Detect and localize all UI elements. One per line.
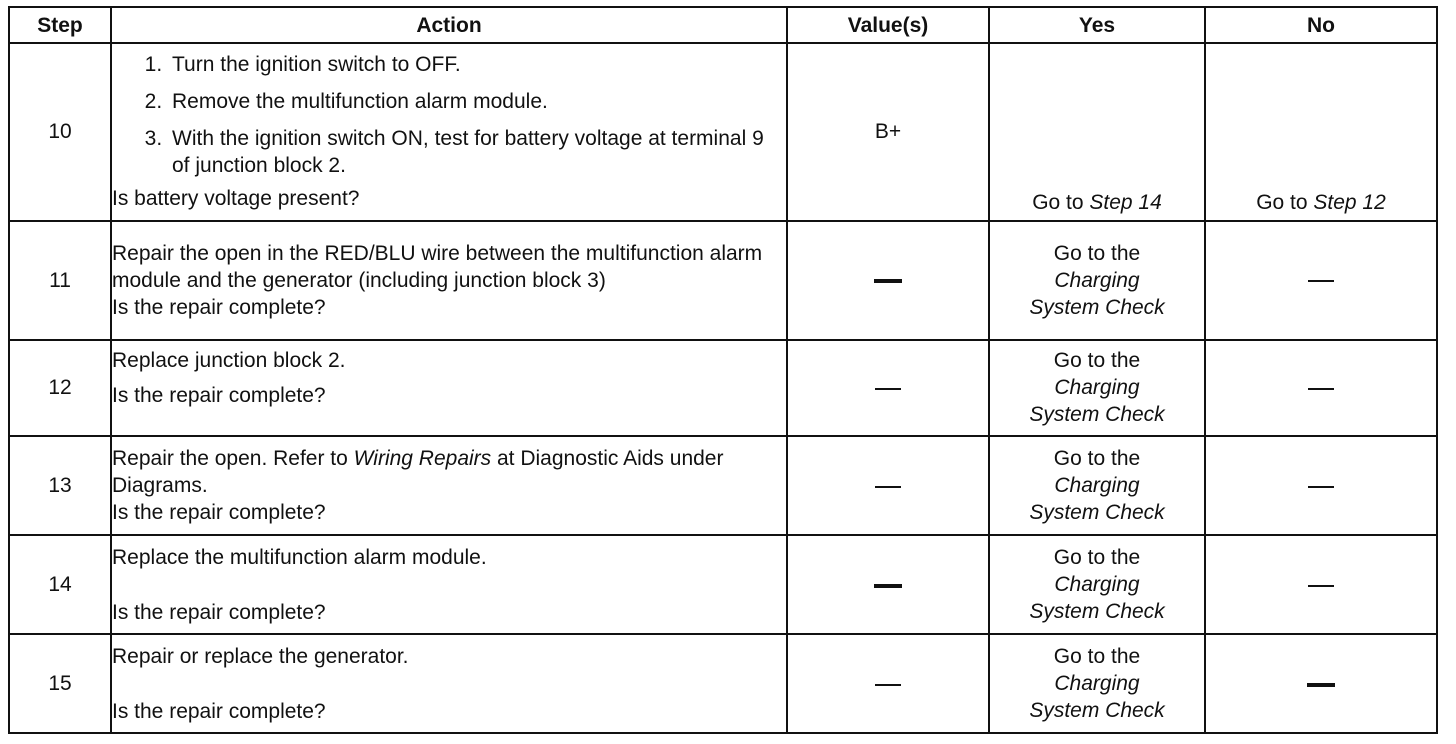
no-cell — [1205, 43, 1437, 221]
system-check-link[interactable]: System Check — [1029, 501, 1165, 525]
yes-line: Go to the — [1053, 349, 1141, 373]
action-cell — [111, 221, 787, 340]
header-action: Action — [111, 7, 787, 43]
yes-line: Go to the — [1053, 546, 1141, 570]
table-row — [9, 436, 1437, 535]
action-text-post: at Diagnostic Aids under Diagrams. — [112, 447, 724, 498]
wiring-repairs-link[interactable]: Wiring Repairs — [353, 447, 492, 471]
table-row — [9, 43, 1437, 221]
spacer — [112, 409, 786, 429]
step-number: 15 — [9, 634, 111, 733]
dash-mark — [874, 279, 902, 283]
yes-prefix: Go to — [1032, 190, 1090, 214]
yes-cell — [989, 340, 1205, 437]
no-step-link[interactable]: Step 12 — [1313, 190, 1386, 214]
action-text: Replace the multifunction alarm module. — [112, 545, 487, 569]
value-cell — [787, 221, 989, 340]
step-number: 11 — [9, 221, 111, 340]
dash-mark — [1308, 585, 1334, 587]
action-question: Is battery voltage present? — [112, 187, 360, 211]
charging-link[interactable]: Charging — [1054, 268, 1140, 292]
dash-mark — [875, 684, 901, 686]
no-cell — [1205, 340, 1437, 437]
yes-step-link[interactable]: Step 14 — [1089, 190, 1162, 214]
system-check-link[interactable]: System Check — [1029, 403, 1165, 427]
dash-mark — [1308, 486, 1334, 488]
yes-cell — [989, 535, 1205, 634]
spacer — [112, 571, 786, 599]
table-row — [9, 634, 1437, 733]
yes-line: Go to the — [1053, 447, 1141, 471]
action-text: Repair or replace the generator. — [112, 644, 409, 668]
action-step: 2. Remove the multifunction alarm module. — [168, 88, 786, 115]
yes-line: Go to the — [1053, 645, 1141, 669]
action-cell — [111, 634, 787, 733]
system-check-link[interactable]: System Check — [1029, 699, 1165, 723]
action-question: Is the repair complete? — [112, 600, 326, 624]
action-question: Is the repair complete? — [112, 501, 326, 525]
no-prefix: Go to — [1256, 190, 1314, 214]
value-cell — [787, 535, 989, 634]
system-check-link[interactable]: System Check — [1029, 600, 1165, 624]
step-number: 14 — [9, 535, 111, 634]
charging-link[interactable]: Charging — [1054, 672, 1140, 696]
value-cell: B+ — [787, 43, 989, 221]
step-number: 10 — [9, 43, 111, 221]
no-cell — [1205, 436, 1437, 535]
action-step: 1. Turn the ignition switch to OFF. — [168, 51, 786, 78]
action-cell — [111, 535, 787, 634]
action-steps — [112, 51, 786, 179]
action-text-pre: Repair the open. Refer to — [112, 447, 354, 471]
dash-mark — [875, 486, 901, 488]
table-row — [9, 535, 1437, 634]
dash-mark — [875, 388, 901, 390]
action-question: Is the repair complete? — [112, 383, 326, 407]
header-step: Step — [9, 7, 111, 43]
header-yes: Yes — [989, 7, 1205, 43]
action-cell — [111, 340, 787, 437]
charging-link[interactable]: Charging — [1054, 474, 1140, 498]
action-cell — [111, 43, 787, 221]
action-text: Repair the open in the RED/BLU wire between the multifunction alarm module and the generator (including junction block 3) — [112, 241, 763, 292]
action-step: 3. With the ignition switch ON, test for battery voltage at terminal 9 of junction block 2. — [168, 125, 786, 179]
yes-cell — [989, 221, 1205, 340]
table-row — [9, 221, 1437, 340]
no-cell — [1205, 535, 1437, 634]
step-number: 13 — [9, 436, 111, 535]
charging-link[interactable]: Charging — [1054, 573, 1140, 597]
step-number: 12 — [9, 340, 111, 437]
action-question: Is the repair complete? — [112, 295, 326, 319]
action-text — [112, 445, 786, 499]
action-cell — [111, 436, 787, 535]
action-text: Replace junction block 2. — [112, 348, 346, 372]
table-row — [9, 340, 1437, 437]
yes-cell — [989, 43, 1205, 221]
header-value: Value(s) — [787, 7, 989, 43]
spacer — [112, 670, 786, 698]
yes-cell — [989, 634, 1205, 733]
no-cell — [1205, 221, 1437, 340]
dash-mark — [1308, 388, 1334, 390]
charging-link[interactable]: Charging — [1054, 376, 1140, 400]
header-no: No — [1205, 7, 1437, 43]
system-check-link[interactable]: System Check — [1029, 295, 1165, 319]
dash-mark — [874, 584, 902, 588]
dash-mark — [1307, 683, 1335, 687]
value-cell — [787, 634, 989, 733]
spacer — [112, 374, 786, 382]
value-cell — [787, 436, 989, 535]
value-cell — [787, 340, 989, 437]
header-row — [9, 7, 1437, 43]
yes-line: Go to the — [1053, 241, 1141, 265]
action-question: Is the repair complete? — [112, 699, 326, 723]
no-cell — [1205, 634, 1437, 733]
diagnostic-table — [8, 6, 1438, 734]
yes-cell — [989, 436, 1205, 535]
dash-mark — [1308, 280, 1334, 282]
